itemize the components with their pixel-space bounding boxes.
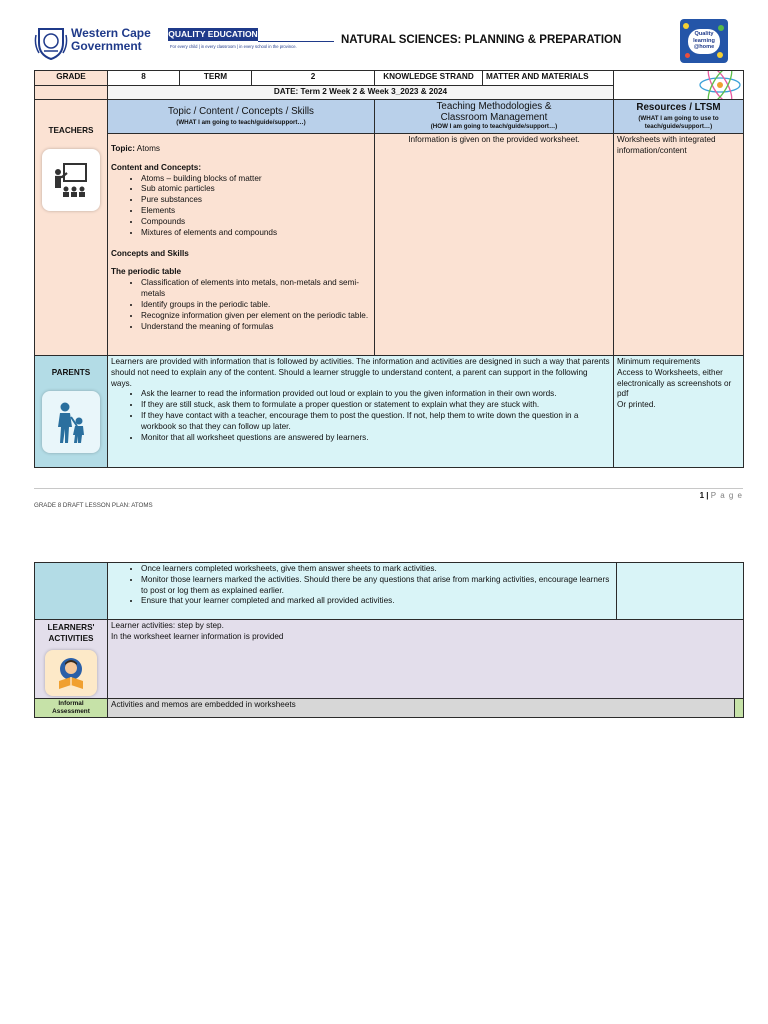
parents-row xyxy=(35,356,744,468)
lesson-plan-table-continued xyxy=(34,562,744,718)
teachers-content: Topic: Atoms Content and Concepts: • Atoms – building blocks of matter • Sub atomic particles • Pure substances • Elements • Compounds • Mixtures of elements and compounds Concepts and Skills The periodic table • Classification of elements into metals, non-metals and semi-metals • Identify groups in the periodic table. • Recognize information given per element on the periodic table. • Understand the meaning of formulas xyxy=(108,134,375,356)
method-column-header: Teaching Methodologies & Classroom Management (HOW I am going to teach/guide/support…) xyxy=(375,100,614,134)
learners-row xyxy=(35,620,744,699)
parents-continued-row xyxy=(35,563,744,620)
list-item: • If they have contact with a teacher, encourage them to post the question. If not, help them to write down the question in a workbook so that they can follow up later. xyxy=(141,411,610,433)
teachers-label: TEACHERS xyxy=(48,126,94,135)
atom-icon-cell xyxy=(614,71,744,100)
teacher-presentation-icon xyxy=(42,149,100,211)
coat-of-arms-icon xyxy=(34,25,68,61)
list-item: • Ask the learner to read the information provided out loud or explain to you the given information in their own words. xyxy=(141,389,610,400)
term-value: 2 xyxy=(252,71,375,86)
content-list xyxy=(111,174,371,239)
list-item: • If they are still stuck, ask them to formulate a proper question or statement to explain what they are stuck with. xyxy=(141,400,610,411)
content-heading: Content and Concepts: xyxy=(111,162,202,172)
assessment-content: Activities and memos are embedded in worksheets xyxy=(108,699,744,718)
list-item: • Recognize information given per element on the periodic table. xyxy=(141,311,371,322)
knowledge-strand-label: KNOWLEDGE STRAND xyxy=(375,71,483,86)
document-title: NATURAL SCIENCES: PLANNING & PREPARATION xyxy=(341,34,622,46)
parents-list xyxy=(111,389,610,443)
teachers-row xyxy=(35,134,744,356)
page-header xyxy=(0,0,768,70)
assessment-label: Informal Assessment xyxy=(35,699,108,718)
student-reading-icon xyxy=(45,650,97,696)
quality-education-banner: QUALITY EDUCATION xyxy=(168,29,258,39)
grade-value: 8 xyxy=(108,71,180,86)
parents-continued-list xyxy=(111,564,613,607)
parents-resources: Minimum requirements Access to Worksheets, either electronically as screenshots or pdf Or printed. xyxy=(614,356,744,468)
teachers-resources: Worksheets with integrated information/content xyxy=(614,134,744,356)
org-name: Western Cape Government xyxy=(71,26,151,53)
banner-tagline: For every child | in every classroom | in every school in the province. xyxy=(170,44,297,49)
list-item: • Compounds xyxy=(141,217,371,228)
atom-icon xyxy=(697,71,743,99)
parents-continued-content xyxy=(108,563,617,620)
list-item: • Elements xyxy=(141,206,371,217)
teachers-label-cell xyxy=(35,100,108,356)
list-item: • Understand the meaning of formulas xyxy=(141,322,371,333)
list-item: • Once learners completed worksheets, give them answer sheets to mark activities. xyxy=(141,564,613,575)
parents-content xyxy=(108,356,614,468)
footer-rule xyxy=(34,488,743,489)
learners-label: LEARNERS' ACTIVITIES xyxy=(47,623,95,643)
parents-label-cell xyxy=(35,356,108,468)
topic-column-header: Topic / Content / Concepts / Skills (WHAT I am going to teach/guide/support…) xyxy=(108,100,375,134)
footer-doc-label: GRADE 8 DRAFT LESSON PLAN: ATOMS xyxy=(34,502,153,509)
column-headers xyxy=(35,100,744,134)
list-item: • Pure substances xyxy=(141,195,371,206)
learners-label-cell xyxy=(35,620,108,699)
list-item: • Sub atomic particles xyxy=(141,184,371,195)
assessment-row xyxy=(35,699,744,718)
list-item: • Classification of elements into metals, non-metals and semi-metals xyxy=(141,278,371,300)
list-item: • Monitor that all worksheet questions are answered by learners. xyxy=(141,433,610,444)
resources-column-header: Resources / LTSM (WHAT I am going to use to teach/guide/support…) xyxy=(614,100,744,134)
lesson-plan-table xyxy=(34,70,744,468)
knowledge-strand-value: MATTER AND MATERIALS xyxy=(483,71,614,86)
skills-heading: Concepts and Skills xyxy=(111,248,189,258)
info-row xyxy=(35,71,744,86)
list-item: • Identify groups in the periodic table. xyxy=(141,300,371,311)
term-label: TERM xyxy=(180,71,252,86)
periodic-list xyxy=(111,278,371,332)
grade-label: GRADE xyxy=(35,71,108,86)
learners-content: Learner activities: step by step. In the worksheet learner information is provided xyxy=(108,620,744,699)
periodic-heading: The periodic table xyxy=(111,267,182,277)
parents-label: PARENTS xyxy=(51,368,91,377)
list-item: • Monitor those learners marked the activities. Should there be any questions that arise from marking activities, encourage learners to post or log them as explained earlier. xyxy=(141,575,613,597)
date-line: DATE: Term 2 Week 2 & Week 3_2023 & 2024 xyxy=(108,85,614,100)
teachers-method: Information is given on the provided worksheet. xyxy=(375,134,614,356)
list-item: • Ensure that your learner completed and marked all provided activities. xyxy=(141,596,613,607)
list-item: • Atoms – building blocks of matter xyxy=(141,174,371,185)
quality-home-badge-icon: Quality learning @home xyxy=(680,19,728,63)
banner-rule xyxy=(258,41,334,42)
parents-intro: Learners are provided with information that is followed by activities. The information and activities are designed in such a way that parents should not need to explain any of the content. Should a learner struggle to understand content, a parent can support in the following ways. xyxy=(111,357,610,388)
parent-child-icon xyxy=(42,391,100,453)
page-number: 1 | P a g e xyxy=(699,491,743,500)
list-item: • Mixtures of elements and compounds xyxy=(141,228,371,239)
